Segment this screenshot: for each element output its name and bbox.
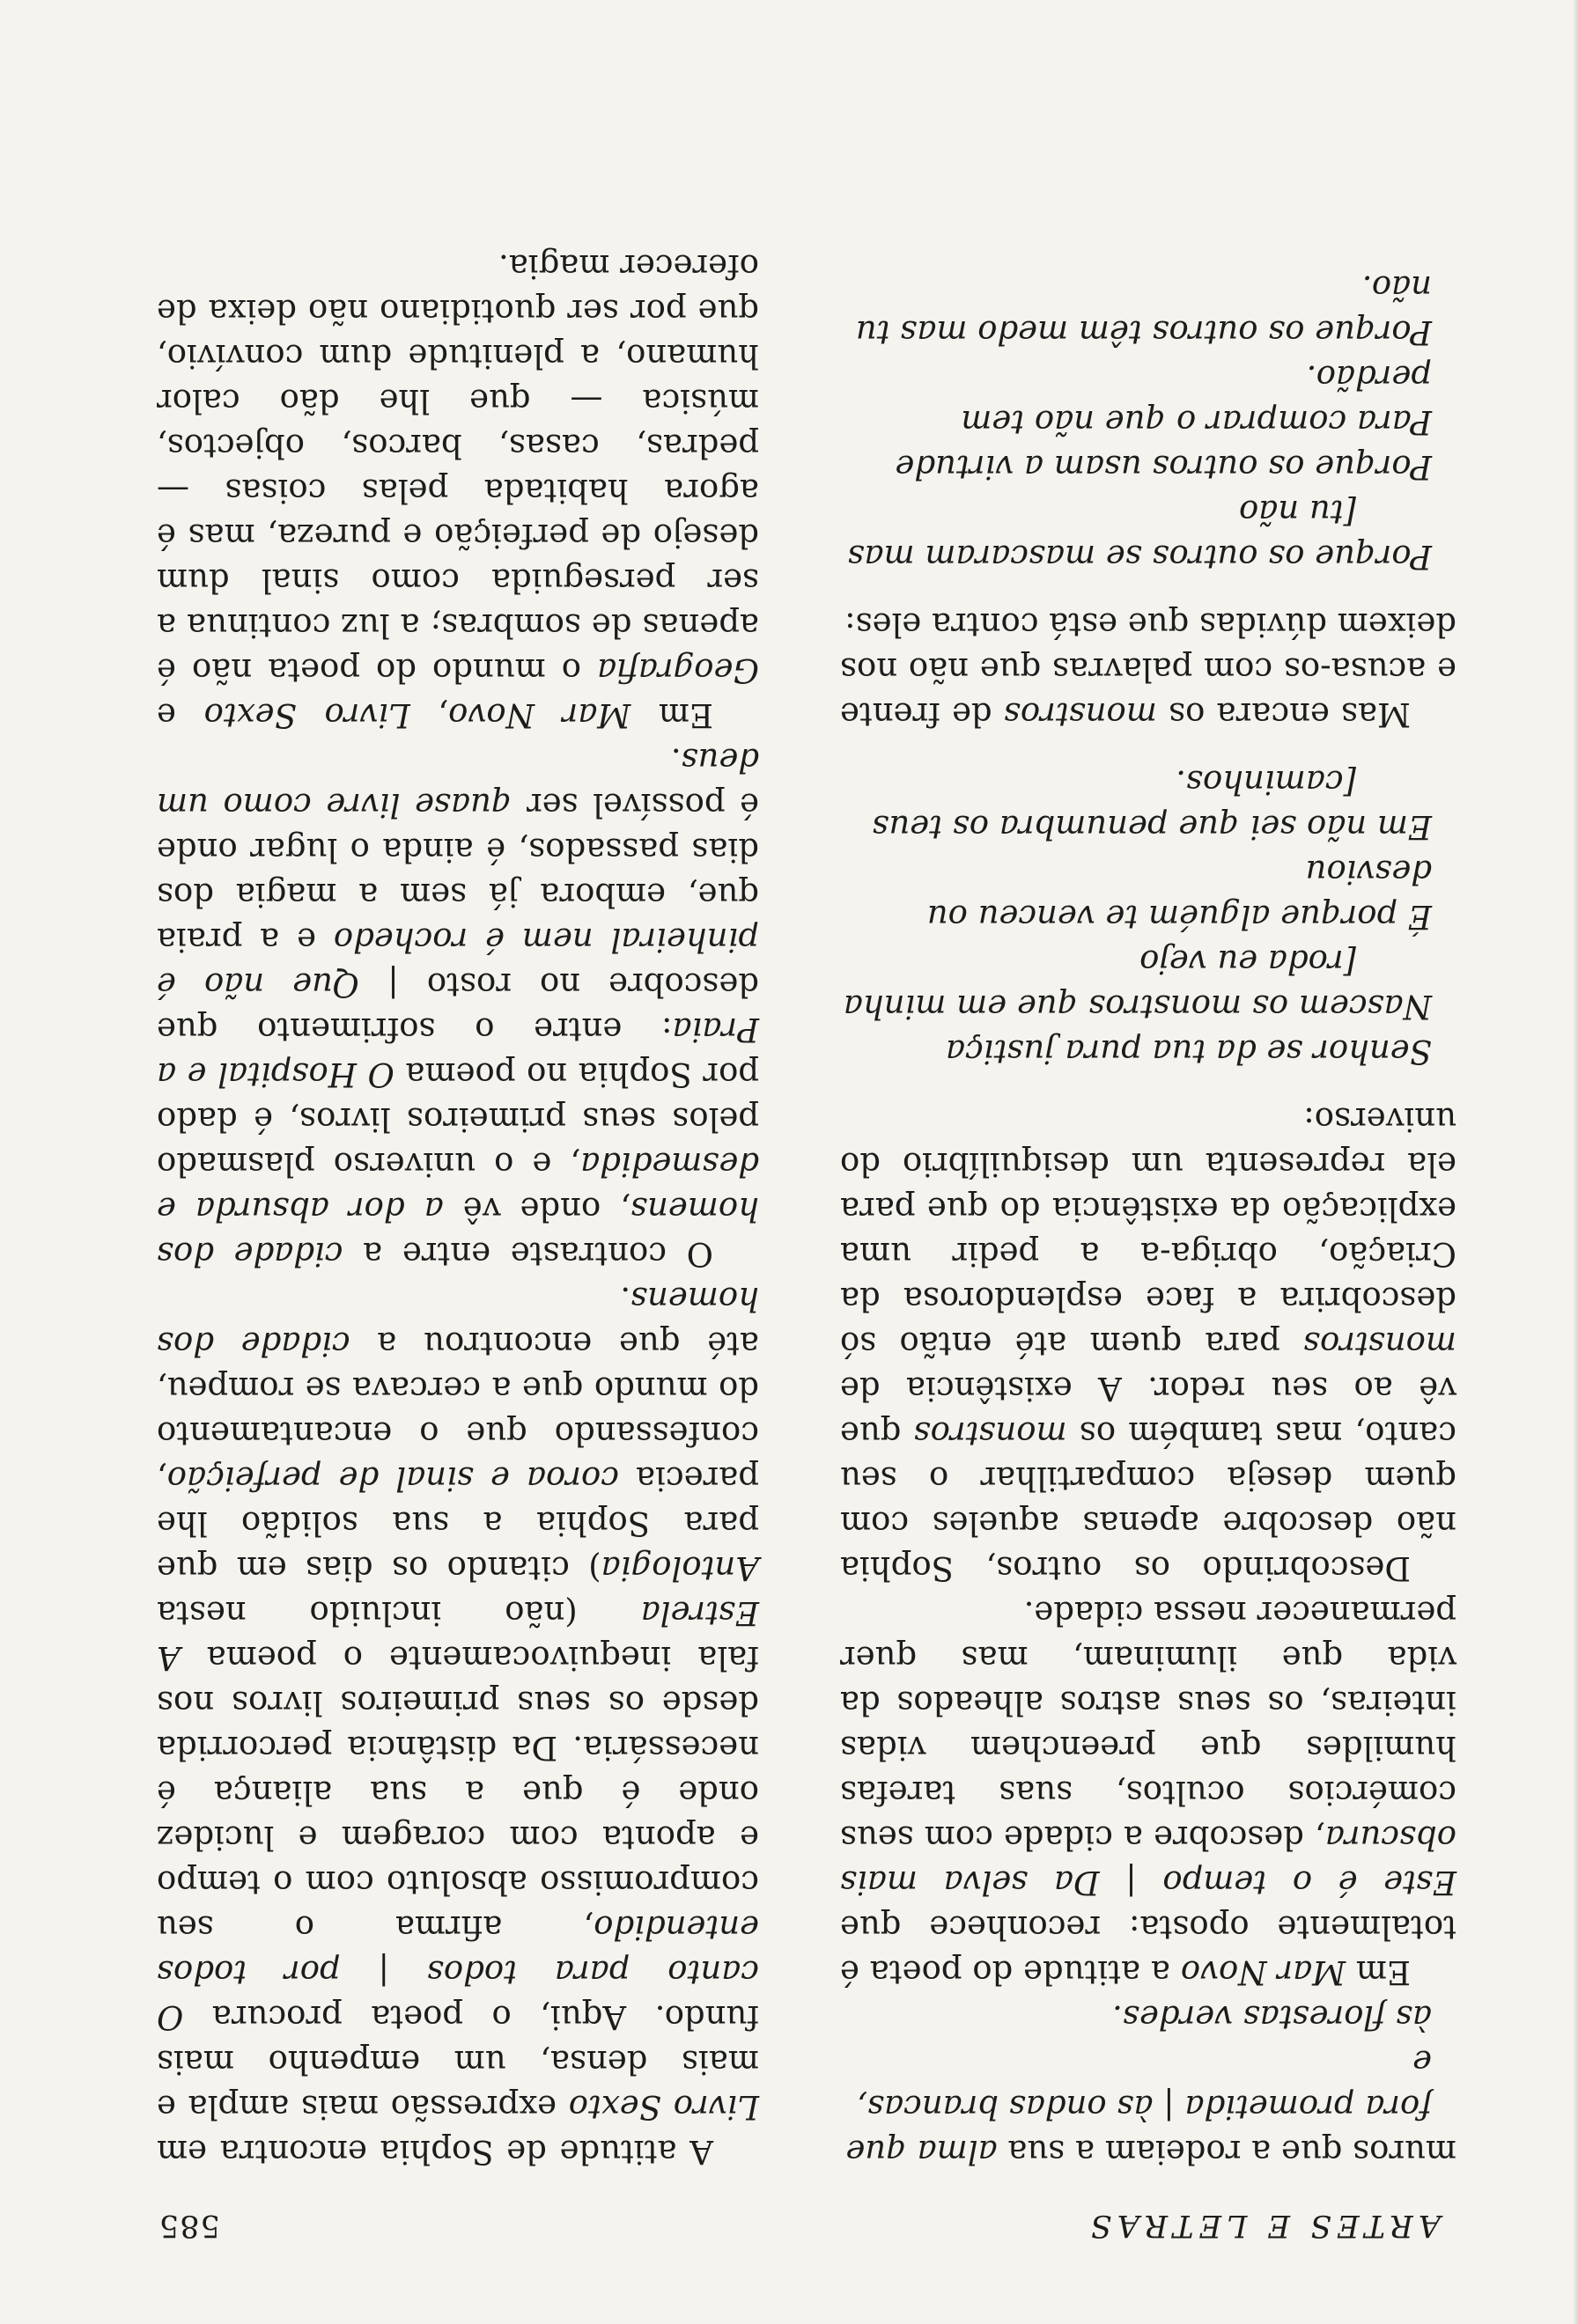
verse-quote: fora prometida | às ondas brancas, e às florestas verdes.	[857, 1998, 1432, 2126]
paragraph: Em Mar Novo a atitude do poeta é totalmente oposta: reconhece que Este é o tempo | Da selva mais obscura, descobre a cidade com seus comércios ocultos, suas tarefas humildes que preenchem vidas inteiras, os seus astros alheados da vida que iluminam, mas quer permanecer nessa cidade.	[840, 1594, 1456, 1991]
paragraph: Mas encara os monstros de frente e acusa-os com palavras que não nos deixem dúvidas que está contra eles:	[840, 606, 1456, 733]
running-title: ARTES E LETRAS	[1085, 2208, 1441, 2243]
paragraph: O contraste entre a cidade dos homens, onde vê a dor absurda e desmedida, e o universo plasmado pelos seus primeiros livros, é dado por Sophia no poema O Hospital e a Praia: entre o sofrimento que descobre no rosto | Que não é pinheiral nem é rochedo e a praia que, embora já sem a magia dos dias passados, é ainda o lugar onde é possível ser quase livre como um deus.	[156, 741, 759, 1273]
page-header	[159, 2199, 1451, 2243]
paragraph: Descobrindo os outros, Sophia não descobre apenas aqueles com quem deseja compartilhar o seu canto, mas também os monstros que vê ao seu redor. A existência de monstros para quem até então só descobrira a face esplendorosa da Criação, obriga-a a pedir uma explicação da existência do que para ela representa um desiquilíbrio do universo:	[840, 1100, 1456, 1587]
paragraph: muros que a rodeiam a sua alma que	[845, 2133, 1456, 2171]
scan-edge	[1573, 0, 1578, 2324]
verse-quote: Senhor se da tua pura justiça Nascem os monstros que em minha [roda eu vejo É porque alguém te venceu ou desviou Em não sei que penumbra os teus [caminhos.	[843, 763, 1432, 1070]
paragraph: A atitude de Sophia encontra em Livro Sexto expressão mais ampla e mais densa, um empenho mais fundo. Aqui, o poeta procura O canto para todos | por todos entendido, afirma o seu compromisso absoluto com o tempo e aponta com coragem e lucidez onde é que a sua aliança é necessária. Da distância percorrida desde os seus primeiros livros nos fala inequivocamente o poema A Estrela (não incluido nesta Antologia) citando os dias em que para Sophia a sua solidão lhe parecia coroa e sinal de perfeição, confessando que o encantamento do mundo que a cercava se rompeu, até que encontrou a cidade dos homens.	[157, 1280, 759, 2171]
right-column	[157, 244, 759, 2174]
paragraph: Em Mar Novo, Livro Sexto e Geografia o mundo do poeta não é apenas de sombras; a luz continua a ser perseguida como sinal dum desejo de perfeição e pureza, mas é agora habitada pelas coisas — pedras, casas, barcos, objectos, música — que lhe dão calor humano, a plenitude dum convívio, que por ser quotidiano não deixa de oferecer magia.	[157, 247, 759, 734]
verse-quote: Porque os outros se mascaram mas [tu não Porque os outros usam a virtude Para comprar o que não tem perdão. Porque os outros têm medo mas tu não.	[847, 268, 1432, 576]
left-column	[840, 265, 1456, 2174]
page-number: 585	[159, 2208, 220, 2243]
